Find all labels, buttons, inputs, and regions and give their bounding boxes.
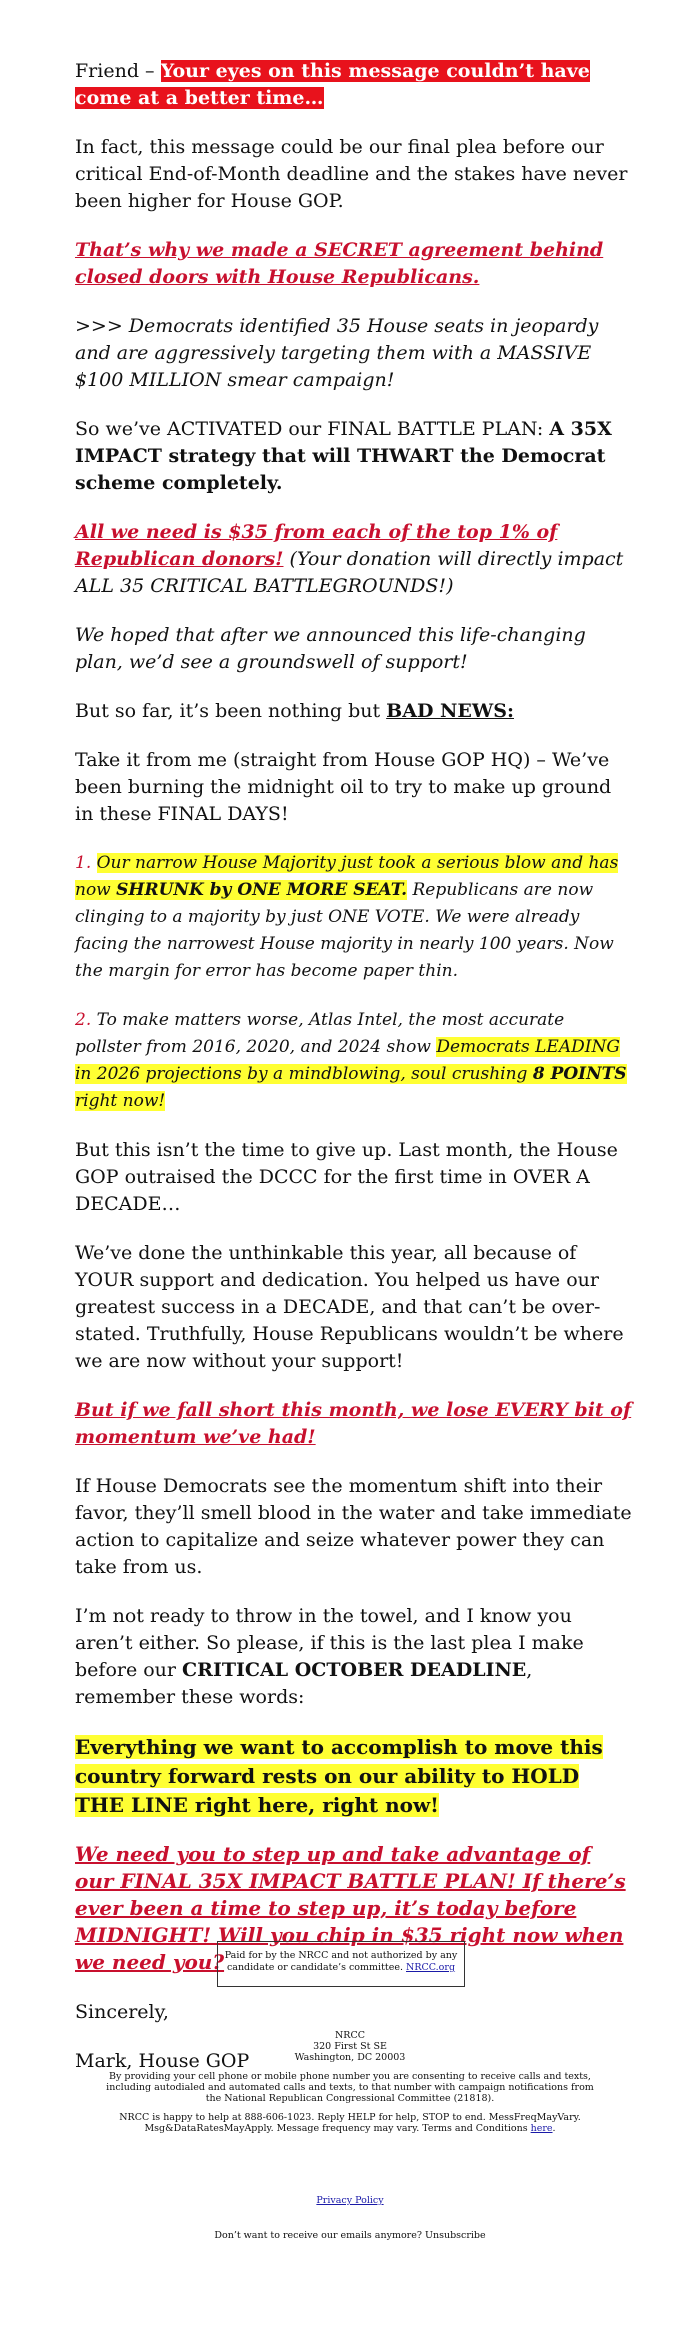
footer-street: 320 First St SE [313,2041,387,2052]
paragraph-bad-news [75,698,635,725]
paid-for-disclaimer [217,1941,465,1987]
paragraph-point-1 [75,850,635,985]
email-body [75,58,635,2097]
footer [100,2030,600,2134]
footer-period: . [552,2123,556,2134]
signature: Mark, House GOP [75,2050,250,2072]
final-ask-link[interactable]: We need you to step up and take advantage of our FINAL 35X IMPACT BATTLE PLAN! If there’s ever been a time to step up, it’s today before MIDNIGHT! Will you chip in $35 right now when we need you? [75,1842,626,1974]
deadline-plea-rest: , remember these words: [75,1659,533,1708]
secret-agreement-link[interactable]: That’s why we made a SECRET agreement behind closed doors with House Republicans. [75,239,604,288]
paragraph-unthinkable: We’ve done the unthinkable this year, all because of YOUR support and dedication. You helped us have our greatest success in a DECADE, and that can’t be over-stated. Truthfully, House Republicans wouldn’t be where we are now without your support! [75,1242,624,1372]
point-2-lead: To make matters worse, Atlas Intel, the most accurate pollster from 2016, 2020, and 2024 show [75,1010,565,1057]
point-1-highlight: Our narrow House Majority just took a serious blow and has now [75,853,619,900]
point-1-number: 1. [75,853,97,873]
paragraph-deadline-plea [75,1603,635,1711]
footer-help-text: NRCC is happy to help at 888-606-1023. Reply HELP for help, STOP to end. MessFreqMayVary. Msg&DataRatesMayApply. Message frequency may vary. Terms and Conditions [119,2112,581,2134]
bad-news-bold: BAD NEWS: [386,700,514,722]
point-2-number: 2. [75,1010,97,1030]
paragraph-point-2 [75,1007,635,1115]
footer-consent: By providing your cell phone or mobile phone number you are consenting to receive calls and texts, including autodialed and automated calls and texts, to that number with campaign notifications from the National Republican Congressional Committee (21818). [106,2071,594,2104]
disclaimer-text: Paid for by the NRCC and not authorized by any candidate or candidate’s committee. [224,1950,458,1973]
paragraph-democrats-targeting: >>> Democrats identified 35 House seats in jeopardy and are aggressively targeting them with a MASSIVE $100 MILLION smear campaign! [75,315,599,391]
paragraph-hold-the-line [75,1733,635,1820]
footer-help [100,2112,600,2134]
terms-here-link[interactable]: here [530,2123,553,2134]
paragraph-secret-agreement [75,237,635,291]
donation-ask-link[interactable]: All we need is $35 from each of the top 1% of Republican donors! [75,521,558,570]
battle-plan-lead: So we’ve ACTIVATED our FINAL BATTLE PLAN: [75,418,550,440]
paragraph-fall-short [75,1397,635,1451]
fall-short-link[interactable]: But if we fall short this month, we lose EVERY bit of momentum we’ve had! [75,1399,632,1448]
battle-plan-bold: A 35X IMPACT strategy that will THWART the Democrat scheme completely. [75,418,612,494]
donation-ask-note: (Your donation will directly impact ALL 35 CRITICAL BATTLEGROUNDS!) [75,548,624,597]
nrcc-link[interactable]: NRCC.org [406,1962,456,1973]
privacy-policy-link[interactable]: Privacy Policy [316,2195,384,2206]
paragraph-battle-plan [75,416,635,497]
paragraph-donation-ask [75,519,635,600]
unsubscribe-text[interactable]: Don’t want to receive our emails anymore? Unsubscribe [214,2230,486,2241]
greeting: Friend – [75,60,161,82]
greeting-paragraph [75,58,635,112]
sign-off: Sincerely, [75,2001,169,2023]
paragraph-outraised: But this isn’t the time to give up. Last month, the House GOP outraised the DCCC for the first time in OVER A DECADE… [75,1139,618,1215]
opening-highlight: Your eyes on this message couldn’t have come at a better time… [75,60,590,109]
footer-org-name: NRCC [334,2030,365,2041]
point-2-highlight-bold: 8 POINTS [532,1064,627,1084]
deadline-plea-bold: CRITICAL OCTOBER DEADLINE [182,1659,527,1681]
hold-the-line-highlight: Everything we want to accomplish to move this country forward rests on our ability to HOLD THE LINE right here, right now! [75,1735,603,1817]
point-2-highlight-end: right now! [75,1091,166,1111]
footer-city: Washington, DC 20003 [294,2052,406,2063]
paragraph-deadline: In fact, this message could be our final plea before our critical End-of-Month deadline and the stakes have never been higher for House GOP. [75,136,628,212]
paragraph-groundswell: We hoped that after we announced this life-changing plan, we’d see a groundswell of support! [75,624,586,673]
privacy-row [0,2195,700,2206]
deadline-plea-lead: I’m not ready to throw in the towel, and I know you aren’t either. So please, if this is the last plea I make before our [75,1605,584,1681]
paragraph-momentum: If House Democrats see the momentum shift into their favor, they’ll smell blood in the water and take immediate action to capitalize and seize whatever power they can take from us. [75,1475,632,1578]
bad-news-lead: But so far, it’s been nothing but [75,700,387,722]
point-1-highlight-bold: SHRUNK by ONE MORE SEAT. [116,880,408,900]
paragraph-hq: Take it from me (straight from House GOP HQ) – We’ve been burning the midnight oil to try to make up ground in these FINAL DAYS! [75,749,612,825]
point-1-rest: Republicans are now clinging to a majority by just ONE VOTE. We were already facing the narrowest House majority in nearly 100 years. Now the margin for error has become paper thin. [75,880,614,981]
point-2-highlight: Democrats LEADING in 2026 projections by a mindblowing, soul crushing [75,1037,620,1084]
